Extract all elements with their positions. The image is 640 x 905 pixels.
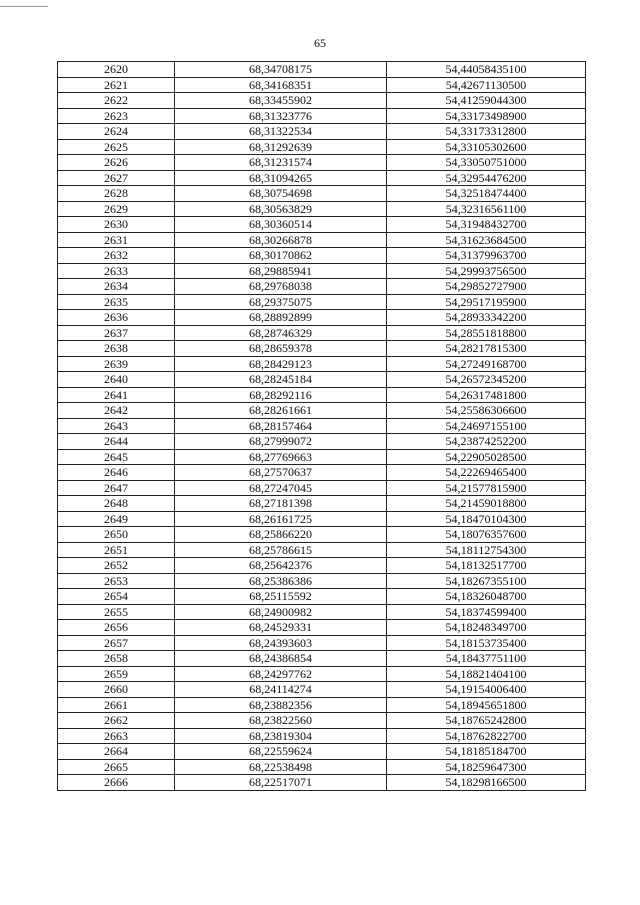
y-coordinate-cell: 54,28217815300	[387, 341, 586, 357]
point-number-cell: 2637	[58, 325, 175, 341]
y-coordinate-cell: 54,18267355100	[387, 573, 586, 589]
y-coordinate-cell: 54,21577815900	[387, 480, 586, 496]
y-coordinate-cell: 54,33105302600	[387, 139, 586, 155]
table-row	[58, 170, 586, 186]
x-coordinate-cell: 68,24114274	[175, 682, 387, 698]
table-row	[58, 775, 586, 791]
y-coordinate-cell: 54,29852727900	[387, 279, 586, 295]
y-coordinate-cell: 54,22905028500	[387, 449, 586, 465]
table-row	[58, 589, 586, 605]
table-row	[58, 480, 586, 496]
x-coordinate-cell: 68,27570637	[175, 465, 387, 481]
x-coordinate-cell: 68,28157464	[175, 418, 387, 434]
table-row	[58, 294, 586, 310]
point-number-cell: 2663	[58, 728, 175, 744]
table-row	[58, 263, 586, 279]
table-row	[58, 713, 586, 729]
y-coordinate-cell: 54,18259647300	[387, 759, 586, 775]
x-coordinate-cell: 68,31322534	[175, 124, 387, 140]
table-row	[58, 604, 586, 620]
x-coordinate-cell: 68,24386854	[175, 651, 387, 667]
y-coordinate-cell: 54,18762822700	[387, 728, 586, 744]
x-coordinate-cell: 68,24297762	[175, 666, 387, 682]
y-coordinate-cell: 54,42671130500	[387, 77, 586, 93]
point-number-cell: 2662	[58, 713, 175, 729]
point-number-cell: 2631	[58, 232, 175, 248]
point-number-cell: 2626	[58, 155, 175, 171]
y-coordinate-cell: 54,26317481800	[387, 387, 586, 403]
x-coordinate-cell: 68,25115592	[175, 589, 387, 605]
table-row	[58, 744, 586, 760]
point-number-cell: 2654	[58, 589, 175, 605]
point-number-cell: 2625	[58, 139, 175, 155]
y-coordinate-cell: 54,18132517700	[387, 558, 586, 574]
table-row	[58, 573, 586, 589]
x-coordinate-cell: 68,22559624	[175, 744, 387, 760]
point-number-cell: 2642	[58, 403, 175, 419]
point-number-cell: 2657	[58, 635, 175, 651]
table-row	[58, 155, 586, 171]
point-number-cell: 2652	[58, 558, 175, 574]
point-number-cell: 2633	[58, 263, 175, 279]
point-number-cell: 2660	[58, 682, 175, 698]
point-number-cell: 2634	[58, 279, 175, 295]
x-coordinate-cell: 68,27247045	[175, 480, 387, 496]
table-row	[58, 527, 586, 543]
y-coordinate-cell: 54,31379963700	[387, 248, 586, 264]
table-row	[58, 558, 586, 574]
x-coordinate-cell: 68,25642376	[175, 558, 387, 574]
coordinates-table-body	[58, 62, 586, 791]
y-coordinate-cell: 54,22269465400	[387, 465, 586, 481]
x-coordinate-cell: 68,30170862	[175, 248, 387, 264]
point-number-cell: 2658	[58, 651, 175, 667]
table-row	[58, 279, 586, 295]
table-row	[58, 387, 586, 403]
point-number-cell: 2659	[58, 666, 175, 682]
x-coordinate-cell: 68,27769663	[175, 449, 387, 465]
table-row	[58, 93, 586, 109]
y-coordinate-cell: 54,18248349700	[387, 620, 586, 636]
y-coordinate-cell: 54,28933342200	[387, 310, 586, 326]
y-coordinate-cell: 54,33173498900	[387, 108, 586, 124]
y-coordinate-cell: 54,32954476200	[387, 170, 586, 186]
coordinates-table	[57, 61, 586, 791]
point-number-cell: 2636	[58, 310, 175, 326]
table-row	[58, 434, 586, 450]
y-coordinate-cell: 54,41259044300	[387, 93, 586, 109]
point-number-cell: 2665	[58, 759, 175, 775]
table-row	[58, 217, 586, 233]
y-coordinate-cell: 54,25586306600	[387, 403, 586, 419]
y-coordinate-cell: 54,18470104300	[387, 511, 586, 527]
y-coordinate-cell: 54,18298166500	[387, 775, 586, 791]
point-number-cell: 2651	[58, 542, 175, 558]
x-coordinate-cell: 68,27999072	[175, 434, 387, 450]
y-coordinate-cell: 54,27249168700	[387, 356, 586, 372]
x-coordinate-cell: 68,25866220	[175, 527, 387, 543]
y-coordinate-cell: 54,31623684500	[387, 232, 586, 248]
x-coordinate-cell: 68,24393603	[175, 635, 387, 651]
x-coordinate-cell: 68,26161725	[175, 511, 387, 527]
table-row	[58, 139, 586, 155]
x-coordinate-cell: 68,24900982	[175, 604, 387, 620]
point-number-cell: 2648	[58, 496, 175, 512]
y-coordinate-cell: 54,18153735400	[387, 635, 586, 651]
table-row	[58, 651, 586, 667]
table-row	[58, 666, 586, 682]
point-number-cell: 2622	[58, 93, 175, 109]
x-coordinate-cell: 68,23822560	[175, 713, 387, 729]
table-row	[58, 542, 586, 558]
y-coordinate-cell: 54,18185184700	[387, 744, 586, 760]
table-row	[58, 682, 586, 698]
point-number-cell: 2639	[58, 356, 175, 372]
table-row	[58, 496, 586, 512]
point-number-cell: 2666	[58, 775, 175, 791]
table-row	[58, 759, 586, 775]
x-coordinate-cell: 68,24529331	[175, 620, 387, 636]
point-number-cell: 2635	[58, 294, 175, 310]
x-coordinate-cell: 68,34708175	[175, 62, 387, 78]
point-number-cell: 2649	[58, 511, 175, 527]
point-number-cell: 2632	[58, 248, 175, 264]
point-number-cell: 2620	[58, 62, 175, 78]
table-row	[58, 697, 586, 713]
table-row	[58, 728, 586, 744]
corner-mark	[0, 6, 48, 7]
y-coordinate-cell: 54,18437751100	[387, 651, 586, 667]
x-coordinate-cell: 68,33455902	[175, 93, 387, 109]
table-row	[58, 62, 586, 78]
x-coordinate-cell: 68,23819304	[175, 728, 387, 744]
x-coordinate-cell: 68,22538498	[175, 759, 387, 775]
point-number-cell: 2647	[58, 480, 175, 496]
y-coordinate-cell: 54,24697155100	[387, 418, 586, 434]
x-coordinate-cell: 68,28659378	[175, 341, 387, 357]
y-coordinate-cell: 54,32316561100	[387, 201, 586, 217]
point-number-cell: 2624	[58, 124, 175, 140]
table-row	[58, 449, 586, 465]
x-coordinate-cell: 68,25786615	[175, 542, 387, 558]
table-row	[58, 325, 586, 341]
table-row	[58, 511, 586, 527]
x-coordinate-cell: 68,34168351	[175, 77, 387, 93]
x-coordinate-cell: 68,29375075	[175, 294, 387, 310]
table-row	[58, 77, 586, 93]
x-coordinate-cell: 68,23882356	[175, 697, 387, 713]
y-coordinate-cell: 54,18076357600	[387, 527, 586, 543]
x-coordinate-cell: 68,29885941	[175, 263, 387, 279]
x-coordinate-cell: 68,28245184	[175, 372, 387, 388]
y-coordinate-cell: 54,18821404100	[387, 666, 586, 682]
x-coordinate-cell: 68,27181398	[175, 496, 387, 512]
y-coordinate-cell: 54,31948432700	[387, 217, 586, 233]
point-number-cell: 2621	[58, 77, 175, 93]
y-coordinate-cell: 54,29517195900	[387, 294, 586, 310]
table-row	[58, 186, 586, 202]
x-coordinate-cell: 68,30754698	[175, 186, 387, 202]
point-number-cell: 2627	[58, 170, 175, 186]
table-row	[58, 232, 586, 248]
page-number: 65	[314, 36, 326, 50]
x-coordinate-cell: 68,22517071	[175, 775, 387, 791]
table-row	[58, 248, 586, 264]
point-number-cell: 2653	[58, 573, 175, 589]
table-row	[58, 620, 586, 636]
point-number-cell: 2645	[58, 449, 175, 465]
table-row	[58, 310, 586, 326]
x-coordinate-cell: 68,29768038	[175, 279, 387, 295]
y-coordinate-cell: 54,18945651800	[387, 697, 586, 713]
x-coordinate-cell: 68,30563829	[175, 201, 387, 217]
point-number-cell: 2644	[58, 434, 175, 450]
point-number-cell: 2641	[58, 387, 175, 403]
table-row	[58, 465, 586, 481]
y-coordinate-cell: 54,32518474400	[387, 186, 586, 202]
point-number-cell: 2623	[58, 108, 175, 124]
point-number-cell: 2640	[58, 372, 175, 388]
point-number-cell: 2638	[58, 341, 175, 357]
table-row	[58, 418, 586, 434]
table-row	[58, 124, 586, 140]
point-number-cell: 2655	[58, 604, 175, 620]
table-row	[58, 108, 586, 124]
table-row	[58, 372, 586, 388]
y-coordinate-cell: 54,19154006400	[387, 682, 586, 698]
x-coordinate-cell: 68,25386386	[175, 573, 387, 589]
x-coordinate-cell: 68,30266878	[175, 232, 387, 248]
point-number-cell: 2650	[58, 527, 175, 543]
y-coordinate-cell: 54,18112754300	[387, 542, 586, 558]
y-coordinate-cell: 54,33173312800	[387, 124, 586, 140]
y-coordinate-cell: 54,21459018800	[387, 496, 586, 512]
table-row	[58, 635, 586, 651]
x-coordinate-cell: 68,31231574	[175, 155, 387, 171]
x-coordinate-cell: 68,28892899	[175, 310, 387, 326]
x-coordinate-cell: 68,30360514	[175, 217, 387, 233]
point-number-cell: 2628	[58, 186, 175, 202]
point-number-cell: 2661	[58, 697, 175, 713]
point-number-cell: 2643	[58, 418, 175, 434]
y-coordinate-cell: 54,18374599400	[387, 604, 586, 620]
table-row	[58, 201, 586, 217]
y-coordinate-cell: 54,18326048700	[387, 589, 586, 605]
y-coordinate-cell: 54,44058435100	[387, 62, 586, 78]
x-coordinate-cell: 68,31094265	[175, 170, 387, 186]
y-coordinate-cell: 54,33050751000	[387, 155, 586, 171]
y-coordinate-cell: 54,28551818800	[387, 325, 586, 341]
x-coordinate-cell: 68,31323776	[175, 108, 387, 124]
point-number-cell: 2646	[58, 465, 175, 481]
y-coordinate-cell: 54,29993756500	[387, 263, 586, 279]
point-number-cell: 2664	[58, 744, 175, 760]
x-coordinate-cell: 68,28261661	[175, 403, 387, 419]
point-number-cell: 2656	[58, 620, 175, 636]
x-coordinate-cell: 68,28292116	[175, 387, 387, 403]
y-coordinate-cell: 54,26572345200	[387, 372, 586, 388]
table-row	[58, 356, 586, 372]
point-number-cell: 2630	[58, 217, 175, 233]
x-coordinate-cell: 68,31292639	[175, 139, 387, 155]
y-coordinate-cell: 54,18765242800	[387, 713, 586, 729]
table-row	[58, 341, 586, 357]
x-coordinate-cell: 68,28746329	[175, 325, 387, 341]
table-row	[58, 403, 586, 419]
point-number-cell: 2629	[58, 201, 175, 217]
x-coordinate-cell: 68,28429123	[175, 356, 387, 372]
y-coordinate-cell: 54,23874252200	[387, 434, 586, 450]
